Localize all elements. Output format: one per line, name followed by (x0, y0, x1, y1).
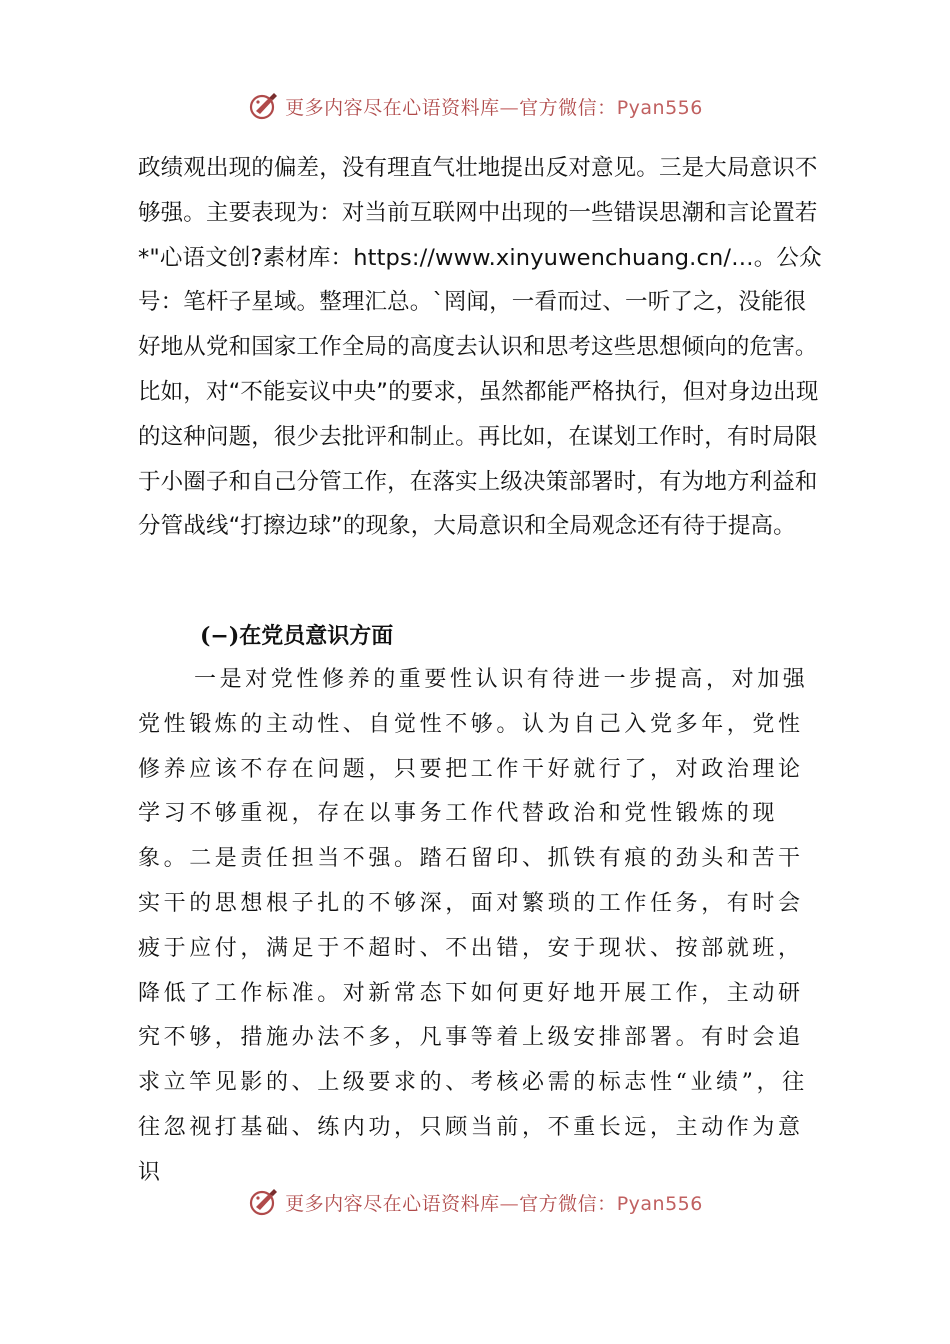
body-paragraph-1: 政绩观出现的偏差，没有理直气壮地提出反对意见。三是大局意识不够强。主要表现为：对当前互联网中出现的一些错误思潮和言论置若*"心语文创?素材库：https://www.xinyuwenchuang.cn/…。公众号：笔杆子星域。整理汇总。`罔闻，一看而过、一听了之，没能很好地从党和国家工作全局的高度去认识和思考这些思想倾向的危害。比如，对“不能妄议中央”的要求，虽然都能严格执行，但对身边出现的这种问题，很少去批评和制止。再比如，在谋划工作时，有时局限于小圈子和自己分管工作，在落实上级决策部署时，有为地方利益和分管战线“打擦边球”的现象，大局意识和全局观念还有待于提高。 (138, 155, 822, 540)
header-separator: — (499, 96, 520, 119)
section-heading: (−)在党员意识方面 (200, 623, 394, 649)
header-banner (0, 86, 950, 126)
pen-logo-icon (247, 1185, 281, 1219)
header-brand: 更多内容尽在心语资料库 (285, 96, 500, 119)
footer-wechat-id: Pyan556 (616, 1192, 703, 1215)
header-wechat-id: Pyan556 (616, 96, 703, 119)
footer-wechat-label: 官方微信： (519, 1192, 617, 1215)
footer-separator: — (499, 1192, 520, 1215)
pen-logo-icon (247, 89, 281, 123)
footer-brand: 更多内容尽在心语资料库 (285, 1192, 500, 1215)
header-wechat-label: 官方微信： (519, 96, 617, 119)
footer-banner (0, 1182, 950, 1222)
body-paragraph-2: 一是对党性修养的重要性认识有待进一步提高，对加强党性锻炼的主动性、自觉性不够。认为自己入党多年，党性修养应该不存在问题，只要把工作干好就行了，对政治理论学习不够重视，存在以事务工作代替政治和党性锻炼的现象。二是责任担当不强。踏石留印、抓铁有痕的劲头和苦干实干的思想根子扎的不够深，面对繁琐的工作任务，有时会疲于应付，满足于不超时、不出错，安于现状、按部就班，降低了工作标准。对新常态下如何更好地开展工作，主动研究不够，措施办法不多，凡事等着上级安排部署。有时会追求立竿见影的、上级要求的、考核必需的标志性“业绩”，往往忽视打基础、练内功，只顾当前，不重长远，主动作为意识 (138, 667, 809, 1185)
